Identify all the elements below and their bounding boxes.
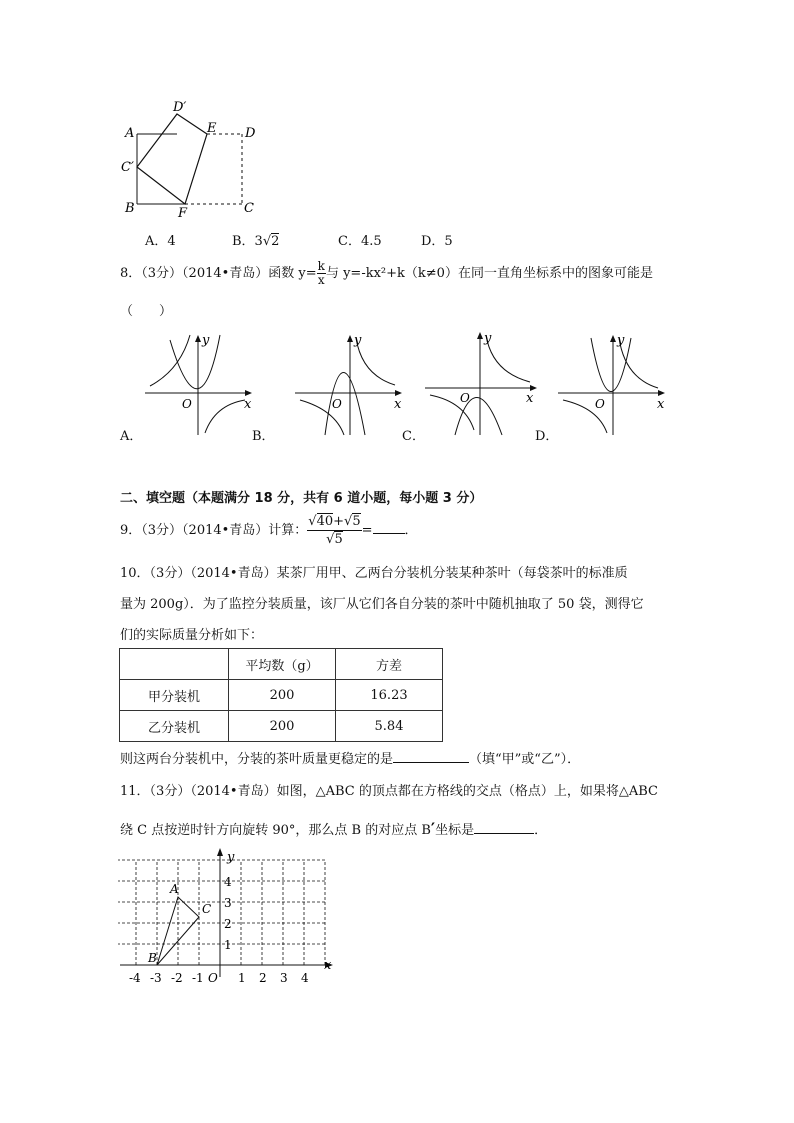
graph-c-x-label: x: [526, 391, 534, 406]
q9-den-rad: 5: [334, 532, 343, 547]
table-header-cell: 方差: [336, 649, 443, 680]
q10-line2: 量为 200g）．为了监控分装质量，该厂从它们各自分装的茶叶中随机抽取了 50 袋，测得它: [120, 597, 644, 612]
q9-rad2: 5: [352, 514, 361, 529]
grid-point-a-label: A: [170, 882, 179, 896]
section2-title: 二、填空题（本题满分 18 分，共有 6 道小题，每小题 3 分）: [120, 491, 483, 506]
q10-line3: 们的实际质量分析如下：: [120, 628, 264, 643]
q10-answer-line: [120, 748, 580, 767]
graph-d-origin: O: [595, 397, 605, 411]
table-header-cell: 平均数（g）: [229, 649, 336, 680]
q11-line2-prime: ′: [430, 819, 436, 838]
q11-line2-end: ．: [534, 823, 548, 838]
q8-stem: [120, 260, 653, 287]
q7-option-b-radicand: 2: [271, 234, 280, 249]
graph-d-y-label: y: [617, 333, 625, 348]
graph-c-origin: O: [460, 391, 470, 405]
q10-after-suffix: （填“甲”或“乙”）．: [469, 752, 581, 767]
grid-x-axis-label: x: [324, 958, 332, 973]
grid-point-c-label: C: [202, 902, 212, 916]
q11-answer-blank[interactable]: [474, 819, 534, 834]
y-tick-label: 3: [224, 896, 232, 910]
graph-b-x-label: x: [394, 397, 402, 412]
q10-line1: 10．（3分）（2014•青岛）某茶厂用甲、乙两台分装机分装某种茶叶（每袋茶叶的标准质: [120, 566, 628, 581]
graph-c-y-label: y: [484, 331, 492, 346]
q8-graph-d: [553, 330, 678, 440]
q8-paren: （ ）: [120, 304, 173, 319]
label-d: D: [245, 126, 256, 141]
q10-answer-blank[interactable]: [393, 748, 469, 763]
x-tick-label: -2: [171, 971, 183, 985]
q9-eq: =: [361, 523, 373, 538]
x-tick-label: -1: [192, 971, 204, 985]
q9-end: ．: [404, 523, 418, 538]
q8-prefix: 8．（3分）（2014•青岛）函数 y=: [120, 266, 317, 281]
graph-a-x-label: x: [244, 397, 252, 412]
x-tick-label: 4: [301, 971, 309, 985]
x-tick-label: -4: [129, 971, 141, 985]
table-header-row: [120, 649, 443, 680]
q8-graph-a: [140, 330, 260, 440]
grid-point-b-label: B: [148, 951, 157, 965]
q8-graph-c: [420, 330, 545, 440]
table-row: [120, 711, 443, 742]
q8-option-b[interactable]: B．: [252, 429, 275, 444]
x-tick-label: -3: [150, 971, 162, 985]
q8-frac-num: k: [317, 259, 325, 273]
q10-table: [119, 648, 443, 742]
q11-line1: 11．（3分）（2014•青岛）如图，△ABC 的顶点都在方格线的交点（格点）上，如果将△ABC: [120, 784, 658, 799]
q10-after-prefix: 则这两台分装机中，分装的茶叶质量更稳定的是: [120, 752, 394, 767]
x-tick-label: 3: [280, 971, 288, 985]
q8-suffix: 与 y=-kx²+k（k≠0）在同一直角坐标系中的图象可能是: [325, 266, 653, 281]
table-row: [120, 680, 443, 711]
q9-stem: [120, 513, 418, 548]
q8-option-a[interactable]: A．: [120, 429, 143, 444]
q7-option-b-prefix: B．3: [232, 234, 263, 249]
q11-line2: [120, 819, 547, 838]
table-cell: 200: [229, 680, 336, 711]
y-tick-label: 1: [224, 938, 232, 952]
y-tick-label: 2: [224, 917, 232, 931]
q8-option-c[interactable]: C．: [402, 429, 425, 444]
label-f: F: [178, 206, 188, 220]
table-cell: 5.84: [336, 711, 443, 742]
q9-fraction: [307, 513, 361, 548]
q11-grid-figure: [118, 845, 343, 985]
q9-denominator: √5: [326, 532, 343, 547]
q9-numerator: √40+√5: [308, 514, 361, 529]
q8-frac-den: x: [317, 273, 325, 287]
table-cell: 200: [229, 711, 336, 742]
graph-b-y-label: y: [354, 333, 362, 348]
table-cell: 乙分装机: [120, 711, 229, 742]
q9-prefix: 9．（3分）（2014•青岛）计算：: [120, 523, 308, 538]
q9-answer-blank[interactable]: [373, 519, 405, 534]
graph-b-origin: O: [332, 397, 342, 411]
q7-option-d[interactable]: D．5: [421, 234, 453, 249]
q9-plus: +: [333, 514, 345, 529]
q11-line2-mid: 坐标是: [435, 823, 475, 838]
q11-line2-prefix: 绕 C 点按逆时针方向旋转 90°，那么点 B 的对应点 B: [120, 823, 431, 838]
label-e: E: [207, 121, 217, 136]
graph-a-y-label: y: [202, 333, 210, 348]
q7-option-a[interactable]: A．4: [145, 234, 176, 249]
x-tick-label: 1: [238, 971, 246, 985]
label-a: A: [125, 126, 135, 141]
grid-origin-label: O: [208, 971, 218, 985]
label-c-prime: C′: [121, 160, 134, 175]
sqrt-symbol: √: [262, 234, 272, 249]
q7-figure: [115, 95, 265, 220]
x-tick-label: 2: [259, 971, 267, 985]
table-cell: 16.23: [336, 680, 443, 711]
q8-fraction: [317, 260, 326, 287]
q7-option-b[interactable]: [232, 230, 279, 249]
table-header-cell: [120, 649, 229, 680]
q8-option-d[interactable]: D．: [535, 429, 559, 444]
y-tick-label: 4: [224, 875, 232, 889]
table-cell: 甲分装机: [120, 680, 229, 711]
label-b: B: [125, 201, 135, 216]
graph-a-origin: O: [182, 397, 192, 411]
grid-y-axis-label: y: [227, 850, 235, 865]
q7-option-c[interactable]: C．4.5: [338, 234, 382, 249]
label-d-prime: D′: [173, 100, 187, 115]
q9-rad1: 40: [316, 514, 334, 529]
label-c: C: [244, 201, 254, 216]
graph-d-x-label: x: [657, 397, 665, 412]
q8-graph-b: [290, 330, 410, 440]
